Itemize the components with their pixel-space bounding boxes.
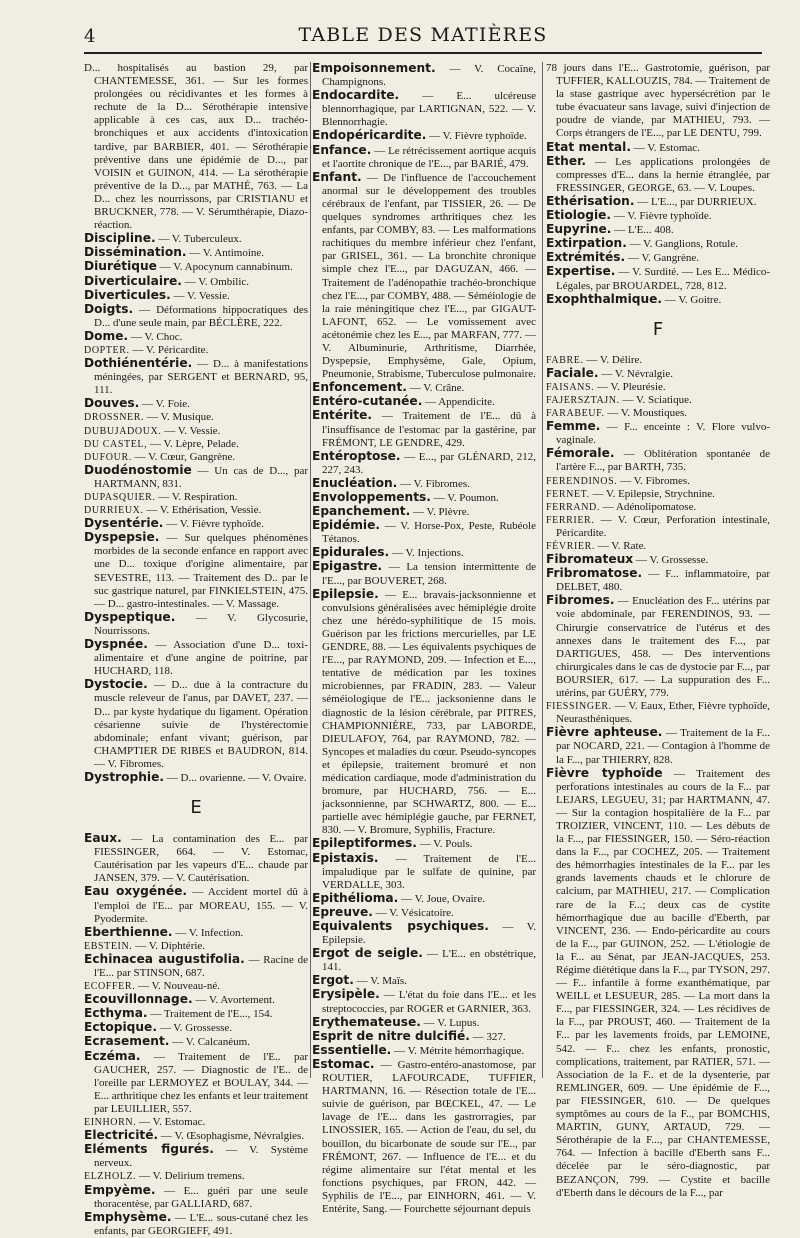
entry-headword: DUPASQUIER. [84,492,156,503]
entry-text: — V. Delirium tremens. [136,1170,245,1183]
entry-headword: Endocardite. [312,88,400,103]
entry-headword: Dysentérie. [84,516,164,531]
entry-text: — V. Rate. [594,540,647,552]
entry-text: — V. Métrite hémorrhagique. [391,1044,525,1057]
entry-headword: DOPTER. [84,344,130,356]
index-entry [312,892,536,906]
entry-text: — V. Infection. [172,926,244,939]
index-entry [84,953,308,980]
entry-headword: Extrémités. [546,250,626,265]
index-entry [312,409,536,449]
entry-headword: Eberthienne. [84,924,173,939]
entry-headword: Epigastre. [312,559,383,574]
entry-headword: Epileptiformes. [312,836,417,851]
entry-text: 78 jours dans l'E... Gastrotomie, guérison, par TUFFIER, KALLOUZIS, 784. — Traitement de la stase gastrique avec hypersécrétion par le tube évacuateur sans lavage, suivi d'injection de poudre de viande, par MATHIEU, 793. — Corps étrangers de l'E..., par LE DENTU, 799. [546,62,770,140]
index-entry [546,767,770,1200]
entry-text: — V. Vessie. [161,424,221,437]
entry-text: — Oblitération spontanée de l'artère F..., par BARTH, 735. [556,448,770,474]
index-entry [546,265,770,292]
entry-headword: Doigts. [84,301,134,316]
index-entry [84,232,308,246]
entry-text: — L'E... en obstétrique, 141. [322,948,537,974]
entry-text: — V. Nouveau-né. [135,980,221,993]
entry-text: — V. Moustiques. [604,407,688,420]
entry-headword: Fibromes. [546,593,615,608]
entry-headword: Eczéma. [84,1048,141,1063]
entry-headword: FERRAND. [546,501,600,513]
index-entry [84,678,308,771]
index-entry [84,1035,308,1049]
entry-headword: Essentielle. [312,1042,392,1057]
index-entry [546,514,770,540]
column-divider [542,62,543,1078]
entry-text: — Traitement de l'E.. par GAUCHER, 257. — Diagnostic de l'E.. de l'oreille par LERMOYEZ et BOULAY, 344. — E... arthritique chez les enfants et leur traitement par LEUILLIER, 557. [94,1050,308,1115]
entry-text: D... hospitalisés au bastion 29, par CHANTEMESSE, 361. — Sur les formes prolongées ou récidivantes et les formes à rechute de la D... Sérothérapie intensive applicable à ces cas, aux D... trachéo-bronchiques et aux accidents d'intoxication tardive, par BARBIER, 401. — Sérothérapie préventive dans une épidémie de D..., par VOISIN et GUINON, 414. — La sérothérapie préventive de la D..., par MATHÉ, 763. — La D... chez les nourrissons, par CRISTIANU et BRUCKNER, 778. — V. Sérumthérapie, Diazo-réaction. [84,62,308,232]
entry-headword: Duodénostomie [84,462,192,477]
entry-text: — V. Eaux, Ether, Fièvre typhoïde, Neurasthéniques. [556,700,770,726]
entry-headword: Dyspepsie. [84,530,160,545]
column-divider [310,62,311,1078]
entry-headword: Dystrophie. [84,769,164,784]
entry-text: — V. Gangrène. [625,252,699,265]
entry-headword: Enfoncement. [312,380,407,395]
entry-text: — V. Fièvre typhoïde. [611,210,712,223]
index-entry [84,926,308,940]
entry-text: — V. Glycosurie, Nourrissons. [94,611,308,637]
entry-headword: DURRIEUX. [84,505,144,517]
index-entry [84,397,308,411]
index-entry [546,394,770,407]
entry-headword: Expertise. [546,264,616,279]
entry-headword: Dothiénentérie. [84,356,193,371]
index-entry [84,491,308,504]
section-letter: F [652,318,664,340]
index-entry [84,438,308,451]
index-column-3 [546,62,770,1199]
index-entry [546,62,770,141]
entry-headword: Eaux. [84,831,122,846]
entry-text: — V. Œsophagisme, Névralgies. [158,1130,305,1143]
entry-text: — Traitement de l'E..., 154. [147,1008,273,1021]
entry-text: — F... enceinte : V. Flore vulvo-vaginale. [556,421,770,447]
index-entry [312,906,536,920]
entry-headword: FERRIER. [546,514,595,526]
index-entry [546,381,770,394]
entry-text: — La contamination des E... par FIESSINGER, 664. — V. Estomac, Cautérisation par les vapeurs d'E... chaude par JANSEN, 379. — V. Cautérisation. [94,833,308,885]
entry-headword: Ether. [546,153,586,168]
entry-headword: Extirpation. [546,236,627,251]
entry-headword: Ecthyma. [84,1006,148,1021]
entry-headword: Dyspeptique. [84,609,176,624]
index-entry [312,1058,536,1216]
entry-headword: FERENDINOS. [546,475,618,487]
entry-text: — D... à manifestations méningées, par SERGENT et BERNARD, 95, 111. [94,358,308,397]
entry-text: — V. Avortement. [192,994,275,1007]
entry-headword: Entérite. [312,408,373,423]
index-entry [312,947,536,974]
entry-text: — V. Diphtérie. [132,939,206,952]
entry-headword: Eupyrine. [546,222,612,237]
entry-headword: FÉVRIER. [546,541,595,552]
index-entry [84,357,308,397]
entry-headword: Erythemateuse. [312,1014,421,1029]
entry-text: — V. Lèpre, Pelade. [147,437,239,450]
entry-headword: FAJERSZTAJN. [546,394,620,406]
index-entry [546,553,770,567]
index-entry [312,89,536,129]
index-entry [84,1007,308,1021]
index-entry [84,260,308,274]
entry-headword: Epidurales. [312,545,390,560]
entry-headword: Discipline. [84,231,156,246]
entry-headword: FABRE. [546,354,584,366]
index-entry [546,488,770,501]
entry-text: — Le rétrécissement aortique acquis et l'aortite chronique de l'E..., par BARIÉ, 479. [322,144,536,170]
entry-headword: Epistaxis. [312,850,379,865]
index-entry [546,420,770,447]
entry-headword: Fièvre typhoïde [546,765,663,780]
entry-text: — E... ulcéreuse blennorrhagique, par LARTIGNAN, 522. — V. Blennorrhagie. [322,90,536,129]
entry-headword: Dystocie. [84,677,148,692]
entry-headword: Epilepsie. [312,586,379,601]
entry-headword: Entéro-cutanée. [312,394,423,409]
entry-headword: Douves. [84,396,140,411]
index-entry [546,141,770,155]
entry-text: — V. Ethérisation, Vessie. [143,504,262,517]
entry-headword: Ethérisation. [546,193,635,208]
entry-text: — Appendicite. [422,396,495,409]
entry-text: — V. Pleurésie. [594,380,666,393]
entry-headword: Enucléation. [312,475,398,490]
entry-headword: FARABEUF. [546,408,605,420]
entry-text: — Association d'une D... toxi-alimentaire et d'une angine de poitrine, par HUCHARD, 118. [94,639,308,678]
entry-headword: Eléments figurés. [84,1142,214,1157]
page-number: 4 [84,26,96,47]
index-entry [312,1030,536,1044]
index-entry [84,1143,308,1170]
entry-text: — V. Surdité. — Les E... Médico-Légales, par BROUARDEL, 728, 812. [556,266,770,292]
entry-headword: Emphysème. [84,1209,172,1224]
entry-headword: Equivalents psychiques. [312,919,489,933]
index-entry [546,594,770,700]
entry-headword: Eau oxygénée. [84,884,187,899]
entry-headword: Fièvre aphteuse. [546,725,663,740]
entry-text: — V. Vessie. [170,289,230,302]
index-entry [546,195,770,209]
index-entry [84,425,308,438]
entry-text: — Adénolipomatose. [599,500,697,513]
entry-headword: Ecouvillonnage. [84,992,193,1007]
index-entry [312,1044,536,1058]
index-columns [84,61,770,1237]
entry-headword: ECOFFER. [84,981,136,993]
index-entry [84,1184,308,1211]
entry-headword: Entéroptose. [312,448,401,463]
index-column-1 [84,62,308,1237]
index-entry [84,62,308,232]
index-entry [312,546,536,560]
index-entry [312,920,536,947]
index-entry [84,993,308,1007]
entry-headword: FIESSINGER. [546,701,612,713]
entry-text: — E... guéri par une seule thoracentèse, par GALLIARD, 687. [94,1184,308,1210]
entry-headword: DUFOUR. [84,451,132,463]
index-entry [84,289,308,303]
entry-headword: Envoloppements. [312,490,431,504]
entry-text: — Racine de l'E... par STINSON, 687. [94,953,308,979]
index-entry [84,517,308,531]
index-entry [312,852,536,892]
entry-headword: Diverticules. [84,287,171,302]
entry-text: — V. Estomac. [630,141,700,154]
entry-headword: DU CASTEL, [84,438,148,450]
index-entry [84,832,308,885]
index-entry [312,477,536,491]
index-entry [546,726,770,766]
entry-text: — Un cas de D..., par HARTMANN, 831. [94,464,308,490]
index-entry [84,638,308,678]
entry-headword: Enfance. [312,142,372,157]
index-entry [546,155,770,195]
entry-headword: Femme. [546,419,601,434]
index-entry [84,464,308,491]
index-entry [546,501,770,514]
entry-text: — V. Maïs. [353,975,407,988]
index-entry [84,411,308,424]
entry-text: — Sur quelques phénomènes morbides de la seconde enfance en rapport avec une D... toxique d'origine alimentaire, par SEVESTRE, 113. — Traitement des D.. par le suc gastrique naturel, par FINKIELSTEIN, 475. — D... gastro-intestinales. — V. Massage. [94,532,308,610]
index-entry [546,237,770,251]
index-entry [312,62,536,89]
entry-text: — L'E... sous-cutané chez les enfants, par GEORGIEFF, 491. [94,1211,308,1237]
entry-text: — V. Fièvre typhoïde. [426,130,527,143]
entry-headword: Endopéricardite. [312,128,427,143]
index-entry [312,974,536,988]
index-entry [84,275,308,289]
entry-headword: Epanchement. [312,504,411,519]
entry-headword: Ergot. [312,973,354,988]
entry-headword: EINHORN. [84,1117,137,1129]
entry-text: — Gastro-entéro-anastomose, par ROUTIER, LAFOURCADE, TUFFIER, HARTMANN, 16. — Résection totale de l'E... suivie de guérison, par BŒCKEL, 47. — Le lavage de l'E... dans les gastrorragies, par LINOSSIER, 165. — Action de l'eau, du sel, du bouillon, du bicarbonate de soude sur l'E.., par FRÉMONT, 267. — Influence de l'E... et du régime alimentaire sur l'état mental et les fonctions psychiques, par FRON, 442. — Syphilis de l'E..., par EINHORN, 461. — V. Entérite, Sang. — Fourchette séjournant depuis [322,1058,536,1215]
index-entry [84,1129,308,1143]
entry-headword: Estomac. [312,1056,375,1071]
index-entry [546,209,770,223]
entry-text: — V. Musique. [144,411,214,424]
entry-headword: Empyème. [84,1182,156,1197]
index-entry [84,303,308,330]
entry-text: — Traitement de la F... par NOCARD, 221. — Contagion à l'homme de la F..., par THIERRY, 828. [556,727,770,766]
entry-text: — D... due à la contracture du muscle releveur de l'anus, par DAVET, 237. — D... par kyste hydatique du ligament. Opération césarienne suivie de l'hystérectomie abdominale; enfant vivant; guérison, par CHAMPTIER DE RIBES et BAUDRON, 814. — V. Fibromes. [94,679,308,770]
entry-text: — F... inflammatoire, par DELBET, 480. [556,568,770,594]
entry-headword: DROSSNER. [84,412,145,424]
index-entry [546,700,770,726]
entry-headword: Esprit de nitre dulcifié. [312,1028,470,1043]
entry-headword: Exophthalmique. [546,291,663,306]
index-entry [546,251,770,265]
entry-headword: DUBUJADOUX. [84,425,162,437]
entry-text: — D... ovarienne. — V. Ovaire. [164,771,307,784]
entry-headword: Electricité. [84,1128,159,1143]
index-entry [546,223,770,237]
entry-text: — 327. [469,1030,506,1043]
entry-text: — E..., par GLÉNARD, 212, 227, 243. [322,450,536,476]
entry-text: — V. Injections. [389,547,464,560]
entry-text: — V. Goitre. [662,293,722,306]
entry-text: — V. Lupus. [420,1016,480,1029]
index-entry [546,475,770,488]
entry-text: — V. Estomac. [136,1116,206,1129]
entry-text: — V. Cœur, Gangrène. [131,450,236,463]
entry-headword: Faciale. [546,365,599,380]
entry-text: — Les applications prolongées de compresses d'E... dans la hernie étranglée, par FRESSINGER, GEORGE, 63. — V. Loupes. [556,155,770,194]
entry-text: — V. Système nerveux. [94,1144,308,1170]
index-entry [312,837,536,851]
entry-text: — V. Cœur, Perforation intestinale, Péricardite. [556,513,770,539]
index-entry [312,519,536,546]
entry-text: — Traitement de l'E... dû à l'insuffisance de l'estomac par la gastérine, par FRÉMONT, LE GENDRE, 429. [322,410,536,449]
entry-text: — V. Fibromes. [617,474,690,487]
entry-text: — V. Ganglions, Rotule. [626,238,738,251]
entry-headword: Etat mental. [546,139,631,154]
page-title: TABLE DES MATIÈRES [298,24,548,46]
entry-headword: Fribromatose. [546,566,643,581]
entry-text: — V. Délire. [583,353,643,366]
page-header [84,22,762,54]
entry-text: — La tension intermittente de l'E..., par BOUVERET, 268. [322,561,536,587]
entry-headword: Ectopique. [84,1020,157,1035]
entry-headword: FAISANS. [546,381,595,393]
entry-headword: Epidémie. [312,518,380,533]
index-entry [312,505,536,519]
entry-text: — De l'influence de l'accouchement anormal sur le développement des troubles cérébraux de l'enfant, par TISSIER, 26. — De quelques syndromes arthritiques chez les enfants, par COMBY, 83. — Les malformations rachitiques du membre inférieur chez l'enfant, par GRISEL, 361. — La bronchite chronique simple chez l'E..., par DAGUZAN, 466. — Traitement de l'adénopathie trachéo-bronchique chez l'E..., par COMBY, 488. — Séméiologie de la raie méningitique chez l'E..., par GIGAUT-LAFONT, 652. — Le vomissement avec acétonémie chez les E..., par MARFAN, 777. — V. Albuminurie, Arthritisme, Diarrhée, Dyspepsie, Emphysème, Gale, Opium, Pneumonie, Strabisme, Tuberculose pulmonaire. [322,171,536,381]
entry-text: — V. Poumon. [430,492,499,504]
index-entry [546,293,770,307]
index-entry [312,988,536,1015]
entry-headword: Fémorale. [546,446,615,461]
entry-text: — E... bravais-jacksonnienne et convulsions généralisées avec hémiplégie droite chez une hérédo-syphilitique de 15 mois. Guérison par les frictions mercurielles, par LE GENDRE, 88. — Les équivalents psychiques de l'E..., par RAYMOND, 209. — Infection et E..., tentative de médication par les toxines microbiennes, par FRADIN, 283. — Valeur séméiologique de l'E... jacksonienne dans le diagnostic de la lésion cérébrale, par PITRES, CHAMPIONNIÈRE, 733, par LABORDE, DIEULAFOY, 764, par RAYMOND, 782. — Syncopes et maladies du cœur. Pseudo-syncopes et épilepsie, traitement bromuré et non médication cardiaque, mode d'administration du bromure, par HUCHARD, 756. — E... jacksonnienne, par SCHWARTZ, 800. — E... partielle avec hémiplégie gauche, par FERNET, 830. — V. Bromure, Syphilis, Fracture. [322,588,536,837]
entry-headword: Diverticulaire. [84,273,182,288]
entry-text: — V. Antimoine. [186,247,265,260]
entry-headword: Enfant. [312,169,362,184]
entry-headword: Empoisonnement. [312,61,436,75]
entry-text: — V. Joue, Ovaire. [398,892,485,905]
index-entry [312,171,536,382]
entry-headword: ELZHOLZ. [84,1171,137,1183]
entry-text: — V. Névralgie. [598,367,673,380]
index-entry [312,129,536,143]
index-column-2 [312,61,537,1215]
index-entry [84,611,308,638]
index-entry [84,1021,308,1035]
entry-text: — L'E..., par DURRIEUX. [634,195,757,208]
index-entry [546,567,770,594]
index-entry [84,1211,308,1238]
entry-headword: Erysipèle. [312,987,380,1002]
entry-headword: EBSTEIN. [84,940,133,952]
entry-text: — L'état du foie dans l'E... et les streptococcies, par ROGER et GARNIER, 363. [322,989,536,1015]
entry-text: — Accident mortel dû à l'emploi de l'E... par MOREAU, 155. — V. Pyodermite. [94,886,308,925]
entry-text: — V. Vésicatoire. [372,906,454,919]
entry-headword: Echinacea augustifolia. [84,951,245,966]
entry-text: — V. Fibromes. [397,477,470,490]
entry-text: — V. Ombilic. [181,275,250,288]
entry-text: — V. Epilepsie. [322,921,536,947]
index-entry [312,560,536,587]
entry-text: — V. Apocynum cannabinum. [156,261,293,274]
entry-text: — V. Péricardite. [129,343,209,356]
entry-text: — Traitement de l'E... impaludique par le sulfate de quinine, par VERDALLE, 303. [322,852,536,891]
entry-text: — V. Crâne. [406,382,465,395]
entry-headword: FERNET. [546,488,590,500]
entry-text: — V. Sciatique. [619,393,692,406]
entry-text: — V. Pouls. [416,838,473,851]
section-letter: E [190,797,202,819]
entry-text: — V. Plèvre. [410,506,470,519]
index-entry [84,771,308,785]
entry-text: — V. Grossesse. [633,554,709,567]
entry-text: — V. Foie. [139,398,190,411]
index-entry [312,395,536,409]
entry-text: — V. Tuberculeux. [155,233,242,246]
index-entry [312,144,536,171]
index-entry [84,246,308,260]
entry-headword: Dissémination. [84,245,187,260]
entry-text: — V. Epilepsie, Strychnine. [589,487,715,500]
entry-headword: Epreuve. [312,904,373,919]
index-entry [84,1050,308,1116]
index-entry [312,381,536,395]
entry-headword: Fibromateux [546,552,634,567]
entry-text: — Enucléation des F... utérins par voie abdominale, par FERENDINOS, 93. — Chirurgie conservatrice de l'utérus et des annexes dans le traitement des F..., par DARTIGUES, 458. — Des interventions chirurgicales dans le cas de dystocie par F..., par BOURSIER, 617. — La suppuration des F... utérins, par GUÉRY, 779. [556,595,770,700]
entry-text: — V. Calcanéum. [169,1036,250,1049]
index-entry [312,491,536,505]
index-entry [312,450,536,477]
entry-headword: Ecrasement. [84,1034,170,1049]
entry-text: — V. Fièvre typhoïde. [163,518,264,531]
entry-text: — Traitement des perforations intestinales au cours de la F... par LEJARS, LEGUEU, 31; par HARTMANN, 47. — Sur la contagion hospitalière de la F... par TROIZIER, VINCENT, 110. — Les débuts de la F..., par FIESSINGER, 150. — Séro-réaction dans la F..., par COCHEZ, 205. — Traitement des hémorrhagies intestinales de la F... par les grands lavements chauds et le chlorure de calcium, par MATHIEU, 217. — Complication rare de la F...; deux cas de cystite hémorrhagique due au bacille d'Eberth, par VINCENT, 236. — Endo-péricardite au cours de la F..., par GUINON, 252. — L'étiologie de la F... au Sénat, par JEAN-JACQUES, 253. Régime diététique dans la F..., par TYSON, 297. — F... infantile à forme exanthématique, par WEILL et LESUEUR, 285. — La mort dans la F..., par FIESSINGER, 324. — Les récidives de la F..., par PROUST, 460. — Traitement de la F... par les lavements froids, par LEMOINE, 542. — F... chez les enfants, pronostic, complications, traitement, par RATIER, 571. — Association de la F.. et de la dysenterie, par REMLINGER, 609. — Une épidémie de F..., par FIESSINGER, 610. — De quelques symptômes au cours de la F.., par BOMCHIS, MARTIN, GUNY, ARTAUD, 729. — Sérothérapie de la F..., par CHANTEMESSE, 764. — Infection à bacille d'Eberth sans F... décelée par le séro-diagnostic, par BEZANÇON, 799. — Cystite et bacille d'Eberth dans le décours de la F..., par [556,767,770,1199]
entry-text: — V. Cocaïne, Champignons. [322,63,536,89]
entry-text: — Déformations hippocratiques des D... d'une seule main, par BÉCLÈRE, 222. [94,303,308,329]
entry-headword: Diurétique [84,259,157,274]
index-entry [84,885,308,925]
index-entry [84,531,308,611]
index-entry [546,447,770,474]
entry-headword: Ergot de seigle. [312,946,423,961]
entry-text: — V. Grossesse. [156,1022,233,1035]
entry-headword: Dome. [84,328,129,343]
entry-text: — L'E... 408. [611,224,674,237]
index-entry [312,588,536,838]
entry-headword: Dyspnée. [84,637,148,652]
entry-text: — V. Respiration. [155,491,238,503]
index-entry [84,330,308,344]
entry-headword: Etiologie. [546,208,612,223]
entry-text: — V. Horse-Pox, Peste, Rubéole Tétanos. [322,520,536,546]
entry-headword: Epithélioma. [312,890,399,905]
index-entry [312,1016,536,1030]
entry-text: — V. Choc. [128,330,183,343]
index-entry [546,367,770,381]
